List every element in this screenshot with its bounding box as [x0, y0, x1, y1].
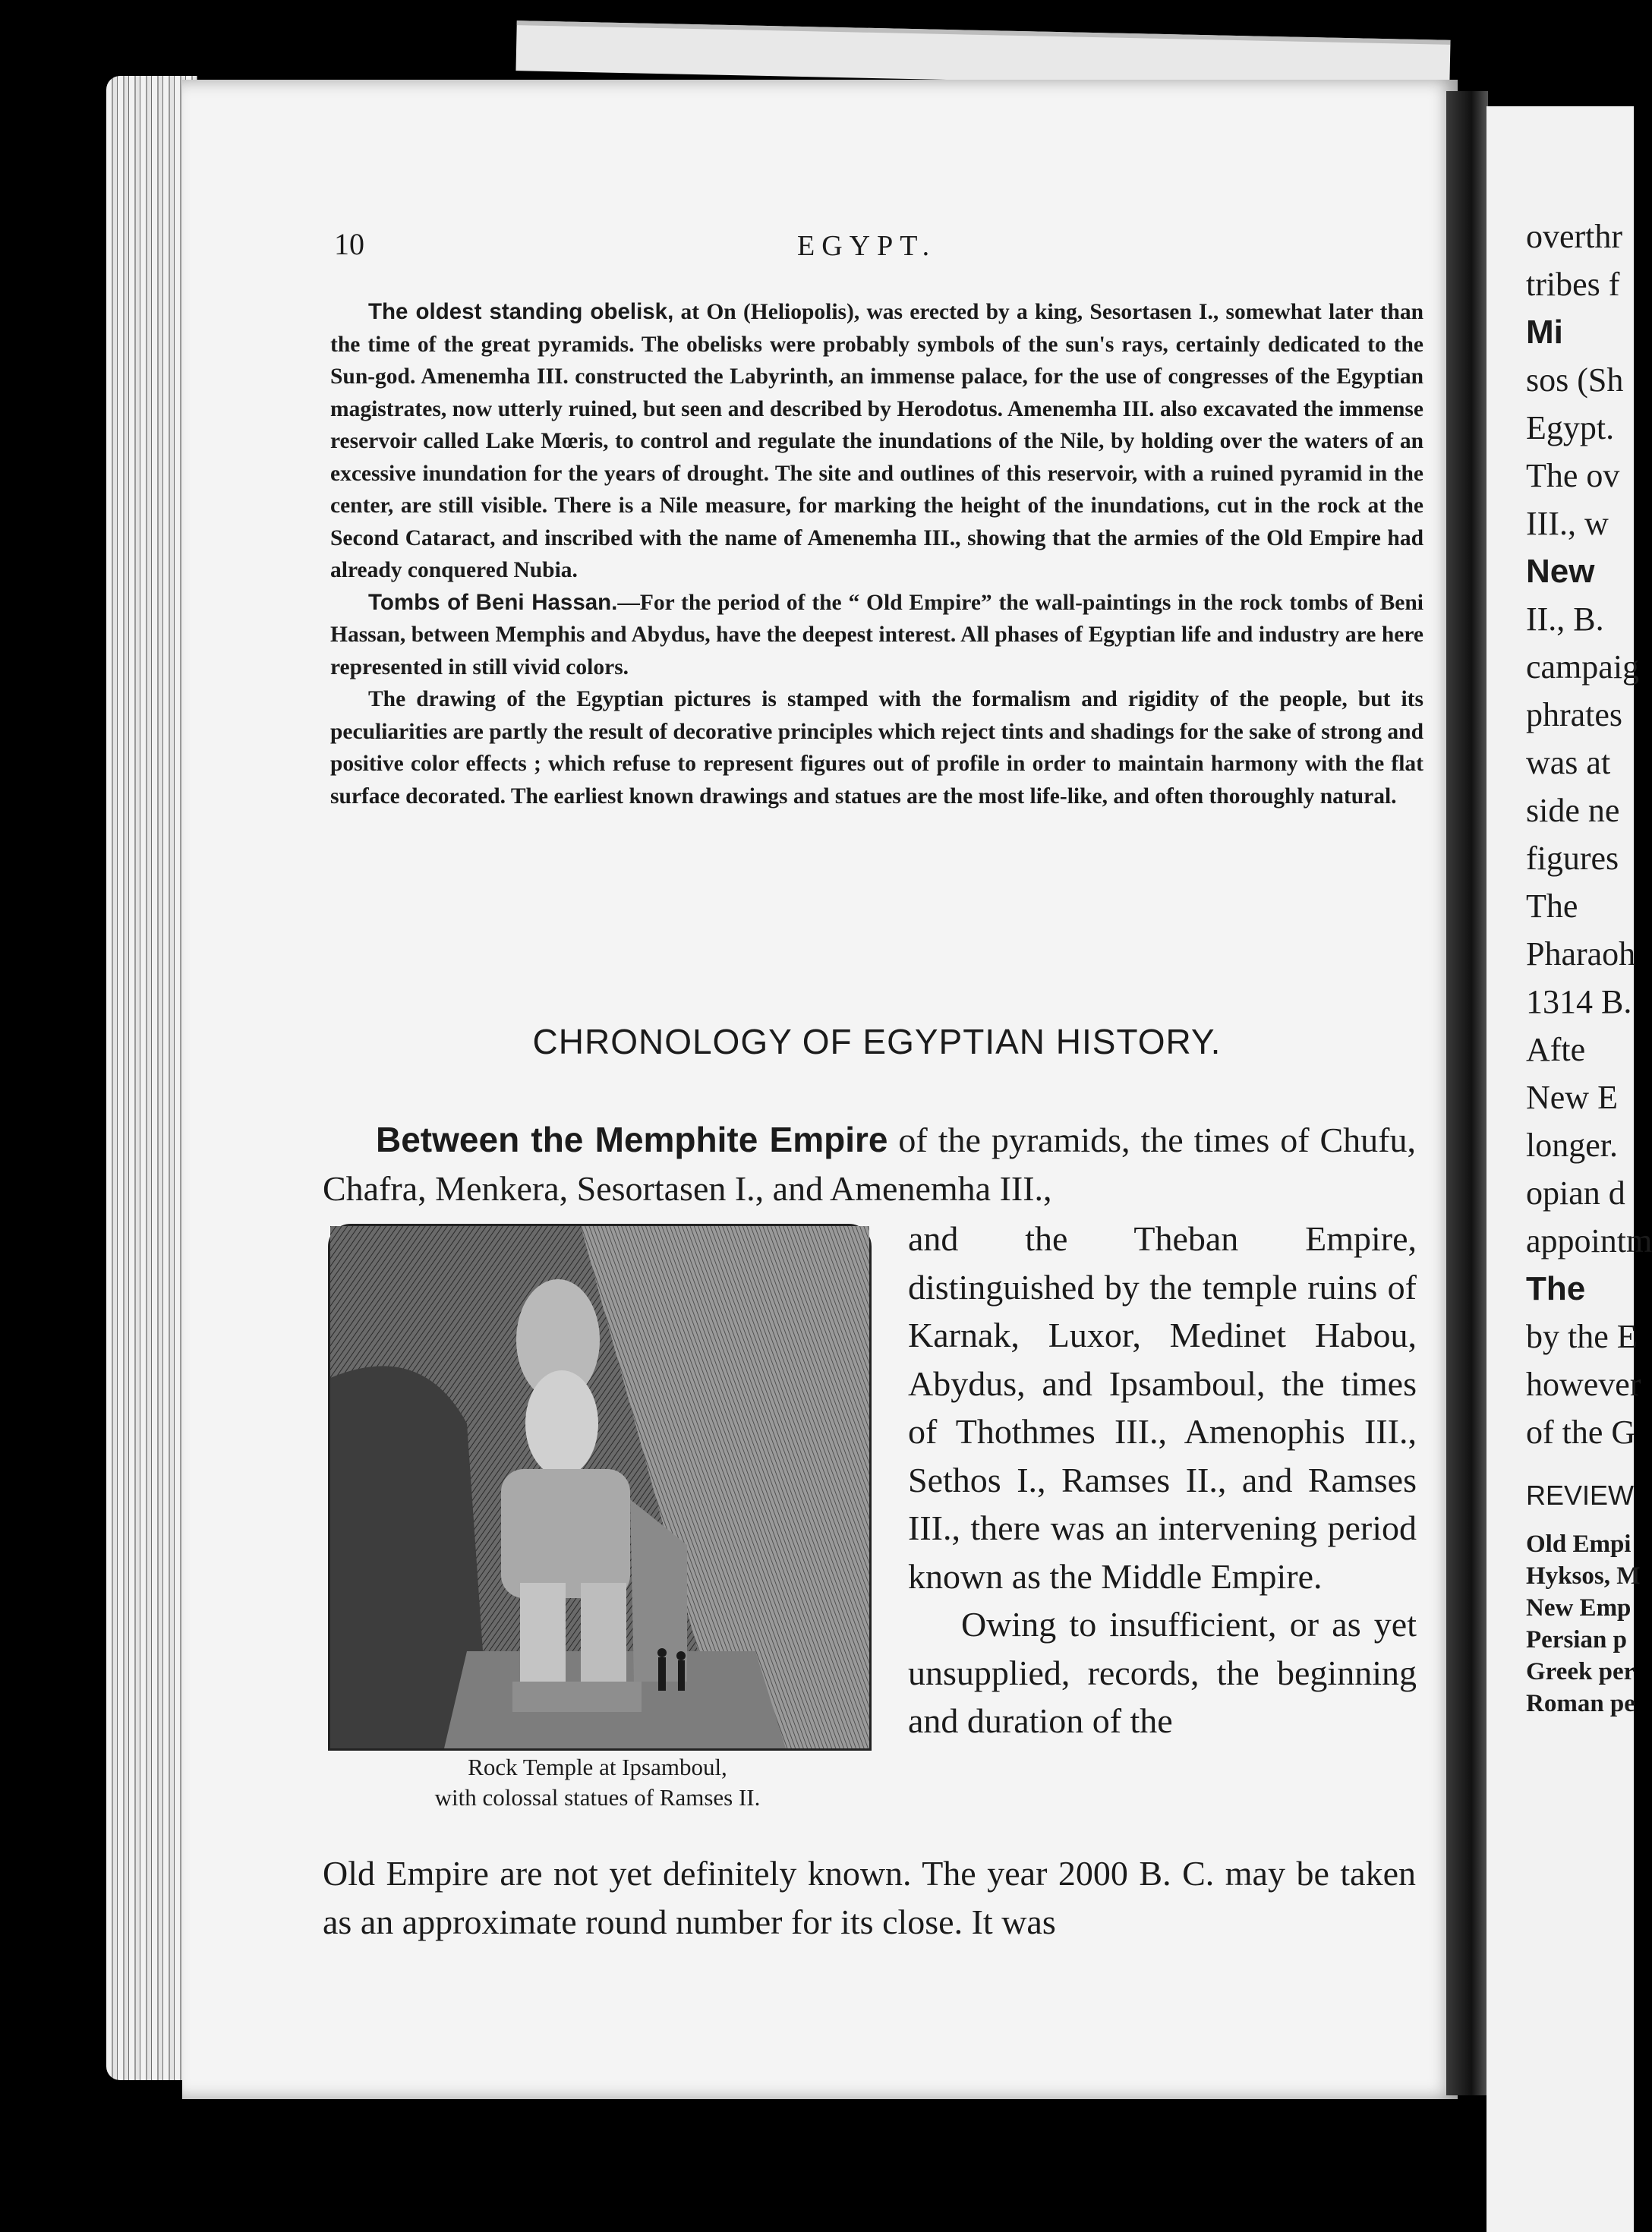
- facing-page-line: of the G: [1526, 1414, 1636, 1451]
- facing-page-line: Mi: [1526, 314, 1563, 351]
- page-number: 10: [334, 227, 364, 261]
- paragraph-text: —For the period of the “ Old Empire” the wall-paintings in the rock tombs of Beni Hassan, between Memphis and Abydus, have the deepest interest. All phases of Egyptian life and industry are here represented in still vivid colors.: [330, 590, 1423, 679]
- facing-page-line: phrates: [1526, 696, 1623, 733]
- facing-page-line: was at: [1526, 744, 1611, 781]
- large-paragraph: and the Theban Empire, distinguished by the temple ruins of Karnak, Luxor, Medinet Habou, Abydus, and Ipsamboul, the times of Thothmes III., Amenophis III., Sethos I., Ramses II., and Ramses III., there was an intervening period known as the Middle Empire.: [908, 1219, 1417, 1596]
- facing-page-line: by the E: [1526, 1318, 1638, 1355]
- engraving-image: [330, 1226, 869, 1748]
- text-beside-figure: [908, 1215, 1417, 1745]
- facing-page-line: tribes f: [1526, 266, 1620, 303]
- facing-page-line: longer.: [1526, 1127, 1618, 1164]
- book-gutter: [1446, 91, 1488, 2095]
- paragraph-beni-hassan: [330, 587, 1423, 684]
- paragraph-lead: The oldest standing obelisk,: [368, 299, 674, 324]
- facing-page-line: overthr: [1526, 218, 1623, 255]
- paragraph-lead: Tombs of Beni Hassan.: [368, 589, 618, 615]
- facing-page-line: The: [1526, 887, 1578, 925]
- facing-page-line: Roman pe: [1526, 1690, 1635, 1717]
- caption-line: Rock Temple at Ipsamboul,: [468, 1754, 727, 1780]
- facing-page-line: Hyksos, M: [1526, 1562, 1641, 1590]
- facing-page-line: 1314 B.: [1526, 983, 1632, 1020]
- large-print-intro: [323, 1116, 1416, 1212]
- facing-page-line: New: [1526, 553, 1595, 590]
- facing-page-line: Greek per: [1526, 1658, 1635, 1685]
- section-heading: CHRONOLOGY OF EGYPTIAN HISTORY.: [532, 1022, 1222, 1061]
- facing-page-line: Persian p: [1526, 1626, 1627, 1654]
- paragraph-text: at On (Heliopolis), was erected by a king, Sesortasen I., somewhat later than the time of the great pyramids. The obelisks were probably symbols of the sun's rays, certainly dedicated to the Sun-god. Amenemha III. constructed the Labyrinth, an immense palace, for the use of congresses of the Egyptian magistrates, now utterly ruined, but seen and described by Herodotus. Amenemha III. also excavated the immense reservoir called Lake Mœris, to control and regulate the inundations of the Nile, by holding over the waters of an excessive inundation for the years of drought. The site and outlines of this reservoir, with a ruined pyramid in the center, are still visible. There is a Nile measure, for marking the height of the inundations, cut in the rock at the Second Cataract, and inscribed with the name of Amenemha III., showing that the armies of the Old Empire had already conquered Nubia.: [330, 300, 1424, 582]
- large-print-continuation: [323, 1849, 1416, 1946]
- facing-page-line: New Emp: [1526, 1594, 1632, 1622]
- paragraph-text: of the pyramids, the times of Chufu, Chafra, Menkera, Sesortasen I., and Amenemha III.,: [323, 1121, 1417, 1208]
- facing-page-line: appointm: [1526, 1222, 1652, 1259]
- large-paragraph: [323, 1116, 1416, 1212]
- facing-page-line: side ne: [1526, 792, 1620, 829]
- paragraph-obelisk: [330, 296, 1423, 587]
- running-title: EGYPT.: [797, 230, 937, 262]
- large-paragraph: Old Empire are not yet definitely known. The year 2000 B. C. may be taken as an approximate round number for its close. It was: [323, 1854, 1416, 1941]
- facing-page-line: however: [1526, 1366, 1641, 1403]
- facing-page-line: Afte: [1526, 1031, 1586, 1068]
- facing-page-line: figures: [1526, 840, 1619, 877]
- facing-page-line: opian d: [1526, 1174, 1625, 1212]
- paragraph-lead: Between the Memphite Empire: [376, 1120, 888, 1159]
- facing-page-line: REVIEW: [1526, 1480, 1635, 1511]
- large-paragraph: Owing to insufficient, or as yet unsupplied, records, the beginning and duration of the: [908, 1605, 1417, 1740]
- facing-page-line: New E: [1526, 1079, 1618, 1116]
- small-print-block: [330, 296, 1423, 812]
- paragraph-text: The drawing of the Egyptian pictures is stamped with the formalism and rigidity of the people, but its peculiarities are partly the result of decorative principles which reject tints and shadings for the sake of strong and positive color effects ; which refuse to represent figures out of profile in order to maintain harmony with the flat surface decorated. The earliest known drawings and statues are the most life-like, and often thoroughly natural.: [330, 687, 1423, 809]
- figure-caption: [328, 1752, 867, 1813]
- paragraph-drawing: [330, 683, 1423, 812]
- facing-page-line: II., B.: [1526, 601, 1604, 638]
- facing-page-line: The: [1526, 1270, 1586, 1307]
- facing-page-line: III., w: [1526, 505, 1609, 542]
- caption-line: with colossal statues of Ramses II.: [434, 1784, 761, 1811]
- facing-page-line: sos (Sh: [1526, 361, 1624, 399]
- facing-page-fragment: [1486, 106, 1652, 2232]
- facing-page-line: Old Empi: [1526, 1531, 1632, 1558]
- facing-page-line: campaig: [1526, 648, 1640, 686]
- illustration-rock-temple: [328, 1224, 872, 1751]
- facing-page-line: Pharaoh: [1526, 935, 1636, 973]
- facing-page-line: The ov: [1526, 457, 1620, 494]
- facing-page-line: Egypt.: [1526, 409, 1615, 446]
